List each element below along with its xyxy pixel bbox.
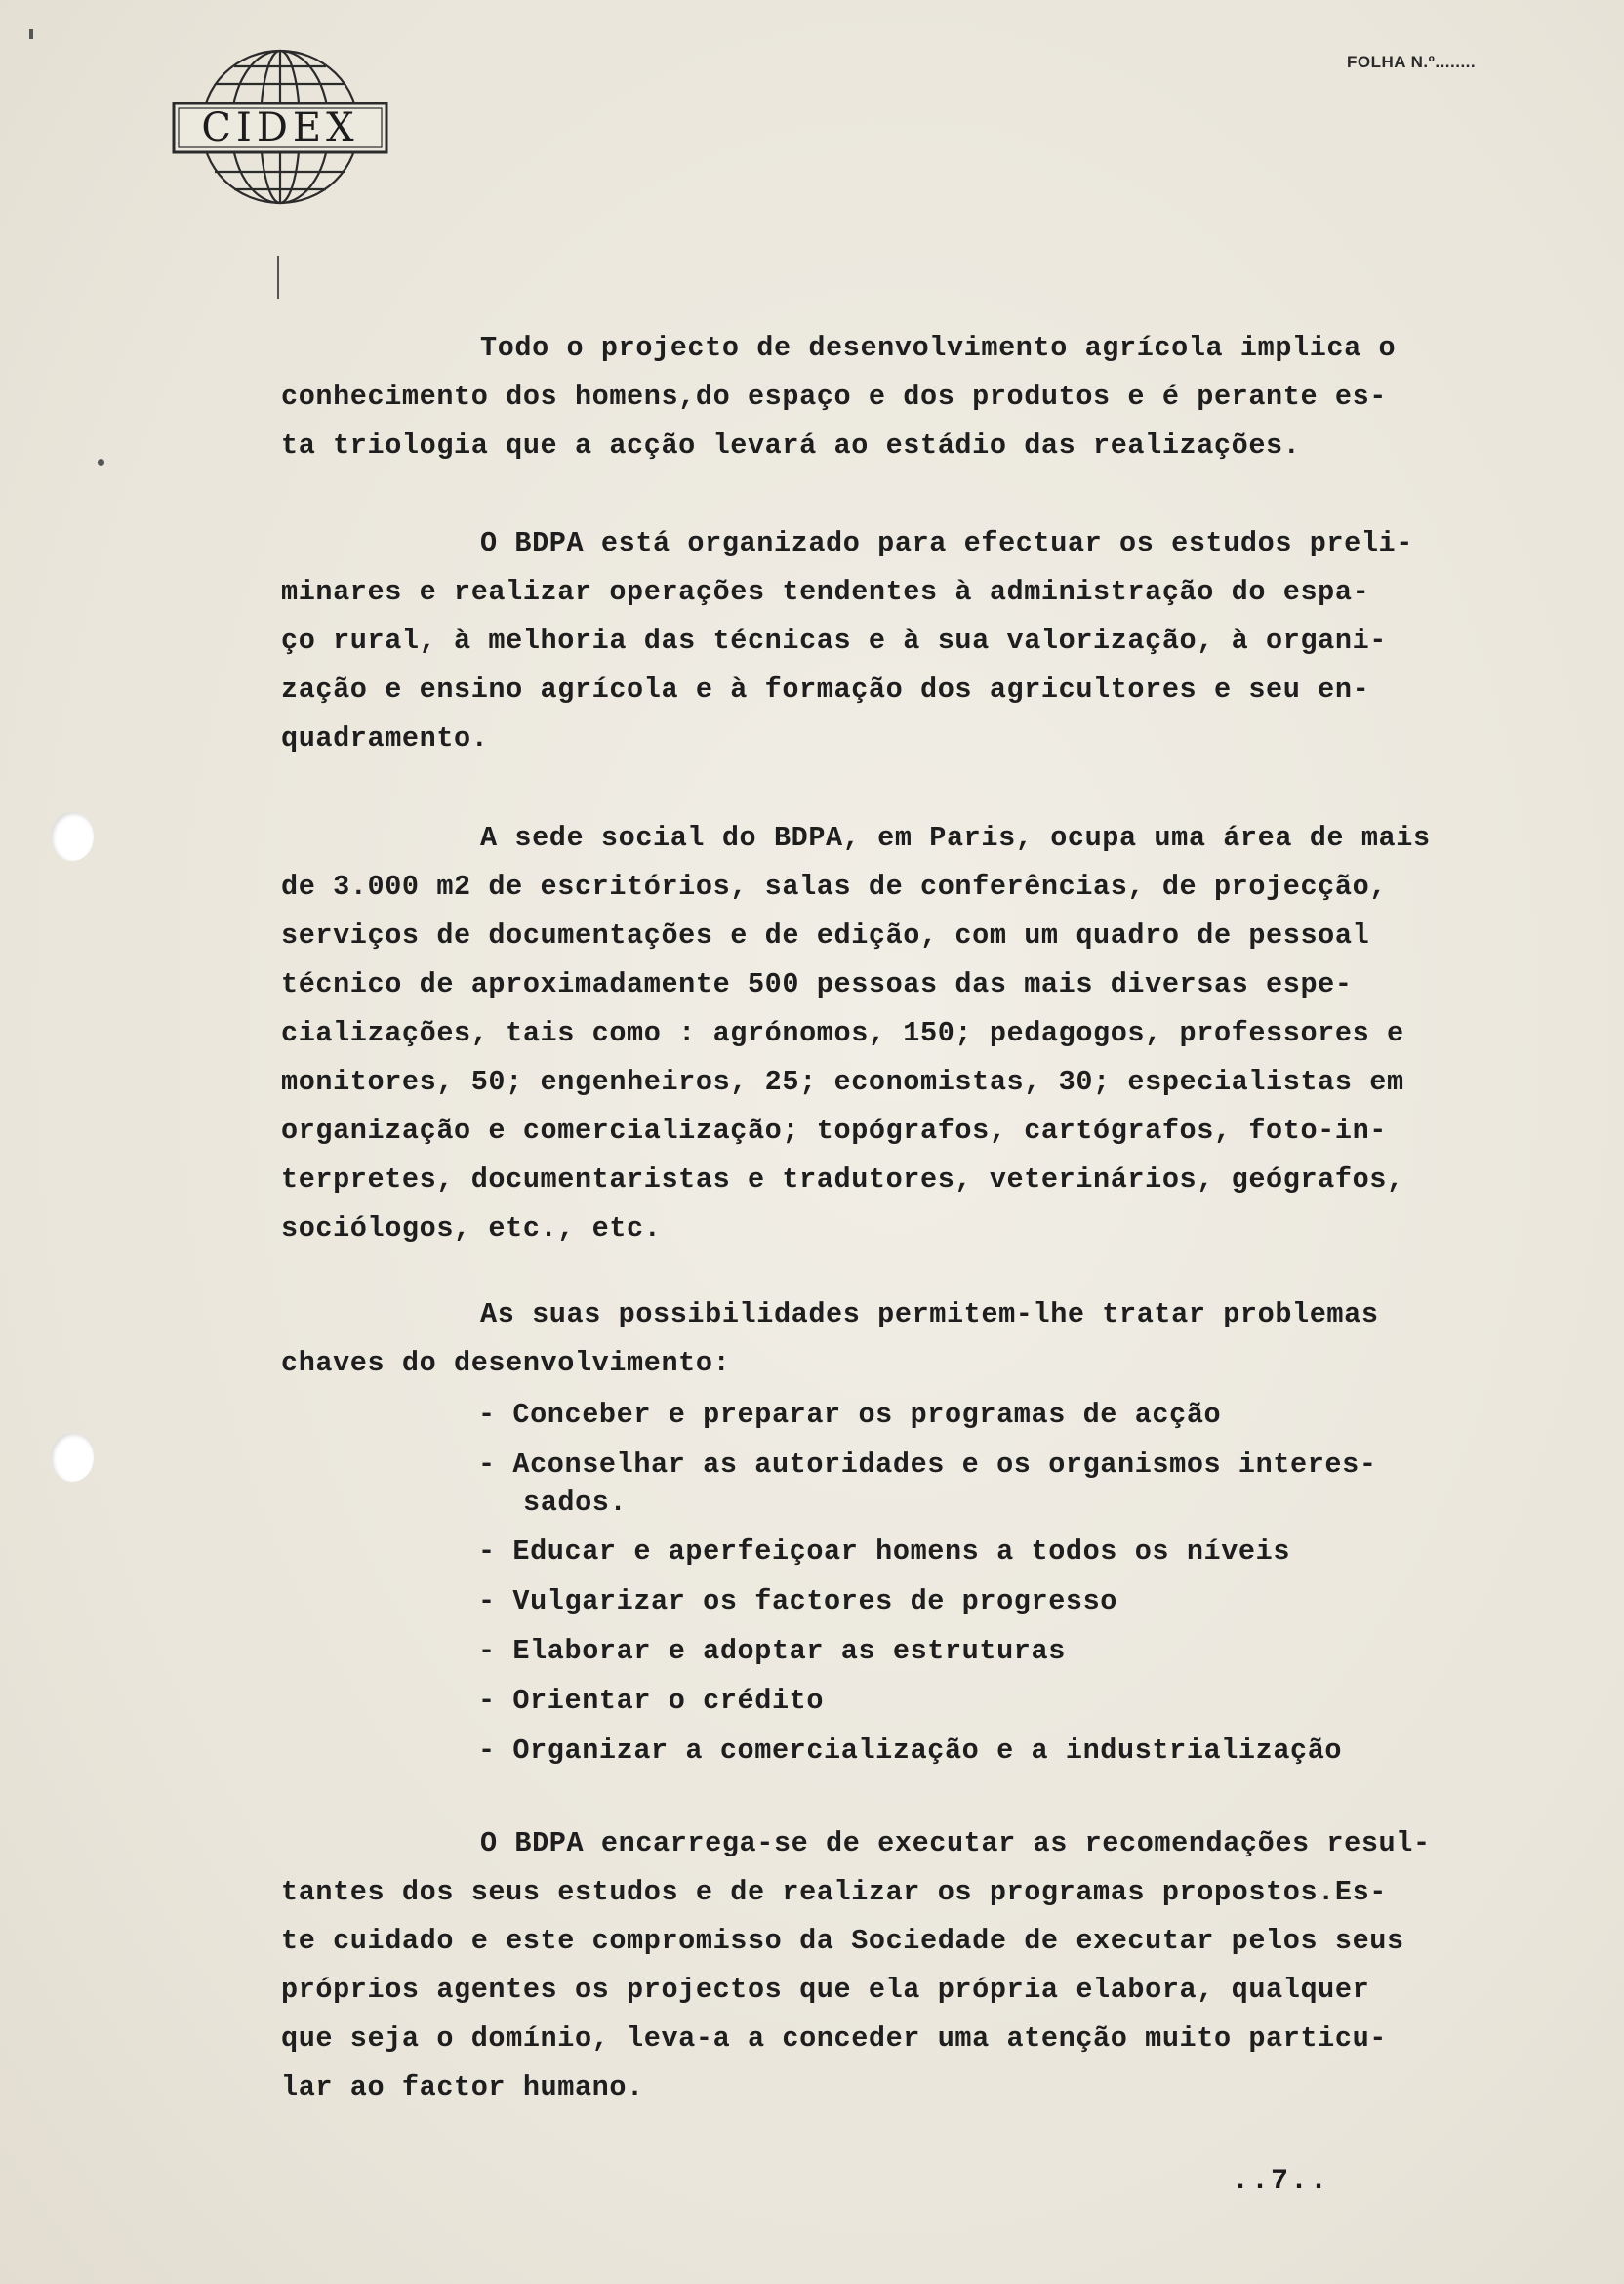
text-line: sociólogos, etc., etc. — [281, 1212, 662, 1244]
text-line: terpretes, documentaristas e tradutores, veterinários, geógrafos, — [281, 1163, 1404, 1196]
text-line: quadramento. — [281, 722, 489, 755]
text-line: Todo o projecto de desenvolvimento agrícola implica o — [480, 332, 1397, 364]
text-line: que seja o domínio, leva-a a conceder uma atenção muito particu- — [281, 2022, 1387, 2055]
text-line: zação e ensino agrícola e à formação dos agricultores e seu en- — [281, 673, 1370, 706]
text-line: O BDPA encarrega-se de executar as recomendações resul- — [480, 1827, 1431, 1859]
text-line: minares e realizar operações tendentes à administração do espa- — [281, 576, 1370, 608]
text-line: chaves do desenvolvimento: — [281, 1347, 731, 1379]
margin-mark — [277, 256, 279, 299]
list-item: - Elaborar e adoptar as estruturas — [478, 1635, 1066, 1667]
list-item: - Aconselhar as autoridades e os organismos interes- sados. — [478, 1448, 1377, 1519]
key-problems-list — [478, 1396, 1591, 1781]
page-marker: ..7.. — [1232, 2165, 1330, 2198]
text-line: As suas possibilidades permitem-lhe tratar problemas — [480, 1298, 1379, 1330]
text-line: A sede social do BDPA, em Paris, ocupa uma área de mais — [480, 822, 1431, 854]
paragraph-5 — [281, 1819, 1589, 2112]
punch-hole-top — [51, 812, 94, 861]
text-line: próprios agentes os projectos que ela própria elabora, qualquer — [281, 1974, 1370, 2006]
text-line: cializações, tais como : agrónomos, 150; pedagogos, professores e — [281, 1017, 1404, 1049]
text-line: O BDPA está organizado para efectuar os estudos preli- — [480, 527, 1413, 559]
margin-mark — [29, 29, 33, 39]
text-line: lar ao factor humano. — [281, 2071, 644, 2103]
text-line: serviços de documentações e de edição, com um quadro de pessoal — [281, 919, 1370, 952]
paragraph-1 — [281, 324, 1589, 470]
paragraph-3 — [281, 814, 1589, 1253]
paragraph-4 — [281, 1290, 1589, 1388]
logo-text: CIDEX — [201, 105, 359, 150]
paragraph-2 — [281, 519, 1589, 763]
margin-mark — [98, 459, 104, 466]
cidex-logo — [168, 47, 392, 213]
text-line: conhecimento dos homens,do espaço e dos produtos e é perante es- — [281, 381, 1387, 413]
list-item: - Orientar o crédito — [478, 1685, 825, 1717]
sheet-number-label: FOLHA N.º........ — [1347, 53, 1477, 71]
list-item: - Conceber e preparar os programas de acção — [478, 1399, 1222, 1431]
text-line: te cuidado e este compromisso da Sociedade de executar pelos seus — [281, 1925, 1404, 1957]
text-line: ta triologia que a acção levará ao estádio das realizações. — [281, 429, 1301, 462]
punch-hole-bottom — [51, 1433, 94, 1482]
text-line: ço rural, à melhoria das técnicas e à sua valorização, à organi- — [281, 625, 1387, 657]
text-line: de 3.000 m2 de escritórios, salas de conferências, de projecção, — [281, 871, 1387, 903]
text-line: monitores, 50; engenheiros, 25; economistas, 30; especialistas em — [281, 1066, 1404, 1098]
list-item: - Educar e aperfeiçoar homens a todos os níveis — [478, 1535, 1291, 1568]
text-line: tantes dos seus estudos e de realizar os programas propostos.Es- — [281, 1876, 1387, 1908]
list-item: - Vulgarizar os factores de progresso — [478, 1585, 1118, 1617]
list-item: - Organizar a comercialização e a industrialização — [478, 1734, 1343, 1767]
text-line: organização e comercialização; topógrafos, cartógrafos, foto-in- — [281, 1115, 1387, 1147]
text-line: técnico de aproximadamente 500 pessoas das mais diversas espe- — [281, 968, 1353, 1000]
